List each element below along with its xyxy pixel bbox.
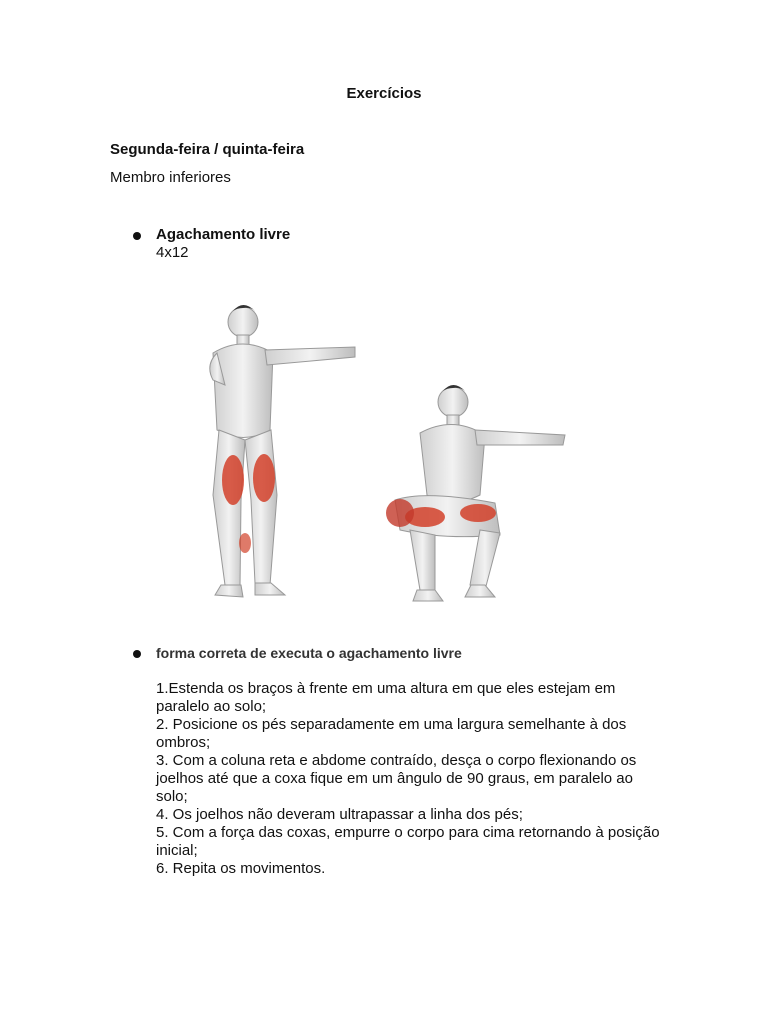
instructions-title: forma correta de executa o agachamento livre bbox=[156, 645, 462, 661]
instruction-step: 3. Com a coluna reta e abdome contraído, desça o corpo flexionando os joelhos até que a coxa fique em um ângulo de 90 graus, em paralelo ao solo; bbox=[156, 752, 637, 805]
muscle-group-label: Membro inferiores bbox=[110, 169, 231, 186]
squatting-figure bbox=[386, 385, 565, 601]
squat-illustration bbox=[195, 295, 575, 610]
exercise-sets-reps: 4x12 bbox=[156, 244, 189, 261]
instruction-step: 1.Estenda os braços à frente em uma altura em que eles estejam em paralelo ao solo; bbox=[156, 680, 616, 715]
standing-figure bbox=[210, 305, 355, 597]
document-title: Exercícios bbox=[346, 85, 422, 102]
instructions-steps bbox=[156, 680, 666, 878]
bullet-icon bbox=[133, 232, 141, 240]
instruction-step: 6. Repita os movimentos. bbox=[156, 860, 326, 877]
bullet-icon bbox=[133, 650, 141, 658]
instruction-step: 5. Com a força das coxas, empurre o corpo para cima retornando à posição inicial; bbox=[156, 824, 660, 859]
instruction-step: 4. Os joelhos não deveram ultrapassar a linha dos pés; bbox=[156, 806, 523, 823]
day-heading: Segunda-feira / quinta-feira bbox=[110, 141, 305, 158]
exercise-name: Agachamento livre bbox=[156, 226, 291, 243]
instruction-step: 2. Posicione os pés separadamente em uma largura semelhante à dos ombros; bbox=[156, 716, 627, 751]
